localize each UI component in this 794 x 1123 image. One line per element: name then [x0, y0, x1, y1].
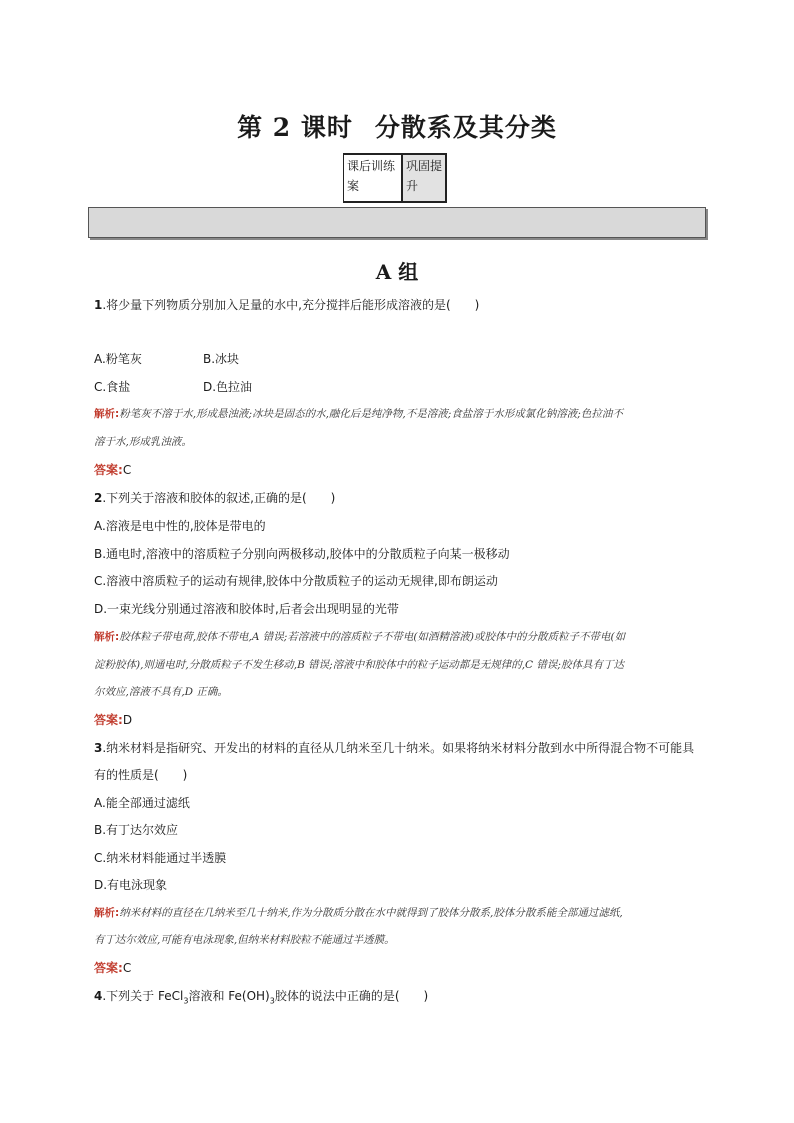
option-a: A.能全部通过滤纸	[94, 796, 190, 810]
option-b: B.有丁达尔效应	[94, 823, 179, 837]
title-topic: 分散系及其分类	[374, 113, 557, 142]
option-a: A.粉笔灰	[94, 352, 142, 366]
question-1-options-row1	[94, 350, 240, 367]
question-4-stem: 4.下列关于 FeCl$_3$溶液和 $Fe(OH)_3$胶体的说法中正确的是( )	[94, 989, 429, 1006]
option-a: A.溶液是电中性的,胶体是带电的	[94, 519, 266, 533]
question-2-analysis: 解析:胶体粒子带电荷,胶体不带电,A 错误;若溶液中的溶质粒子不带电(如酒精溶液)或胶体中的分散质粒子不带电(如	[94, 631, 626, 643]
option-b: B.通电时,溶液中的溶质粒子分别向两极移动,胶体中的分散质粒子向某一极移动	[94, 547, 510, 561]
section-banner	[88, 207, 706, 238]
option-d: D.一束光线分别通过溶液和胶体时,后者会出现明显的光带	[94, 602, 399, 616]
section-tag	[343, 153, 447, 203]
question-1-answer: 答案:C	[94, 463, 132, 477]
question-3-analysis: 解析:纳米材料的直径在几纳米至几十纳米,作为分散质分散在水中就得到了胶体分散系,胶体分散系能全部通过滤纸,	[94, 907, 623, 919]
tag-left: 课后训练 案	[343, 155, 402, 201]
group-title: A 组	[375, 260, 419, 284]
option-b: B.冰块	[203, 352, 240, 366]
question-3-answer: 答案:C	[94, 961, 132, 975]
question-1-stem: 1.将少量下列物质分别加入足量的水中,充分搅拌后能形成溶液的是( )	[94, 298, 480, 312]
option-d: D.色拉油	[203, 380, 253, 394]
option-c: C.纳米材料能通过半透膜	[94, 851, 227, 865]
question-3-stem: 3.纳米材料是指研究、开发出的材料的直径从几纳米至几十纳米。如果将纳米材料分散到水中所得混合物不可能具	[94, 741, 695, 755]
question-1-analysis: 解析:粉笔灰不溶于水,形成悬浊液;冰块是固态的水,融化后是纯净物,不是溶液;食盐溶于水形成氯化钠溶液;色拉油不	[94, 408, 623, 420]
question-2-answer: 答案:D	[94, 713, 133, 727]
tag-right: 巩固提 升	[402, 155, 447, 201]
question-2-stem: 2.下列关于溶液和胶体的叙述,正确的是( )	[94, 491, 336, 505]
title-lesson: 第 2 课时	[237, 113, 353, 142]
option-c: C.溶液中溶质粒子的运动有规律,胶体中分散质粒子的运动无规律,即布朗运动	[94, 574, 498, 588]
option-c: C.食盐	[94, 380, 131, 394]
option-d: D.有电泳现象	[94, 878, 168, 892]
page-title	[0, 108, 794, 144]
question-1-options-row2	[94, 378, 253, 395]
